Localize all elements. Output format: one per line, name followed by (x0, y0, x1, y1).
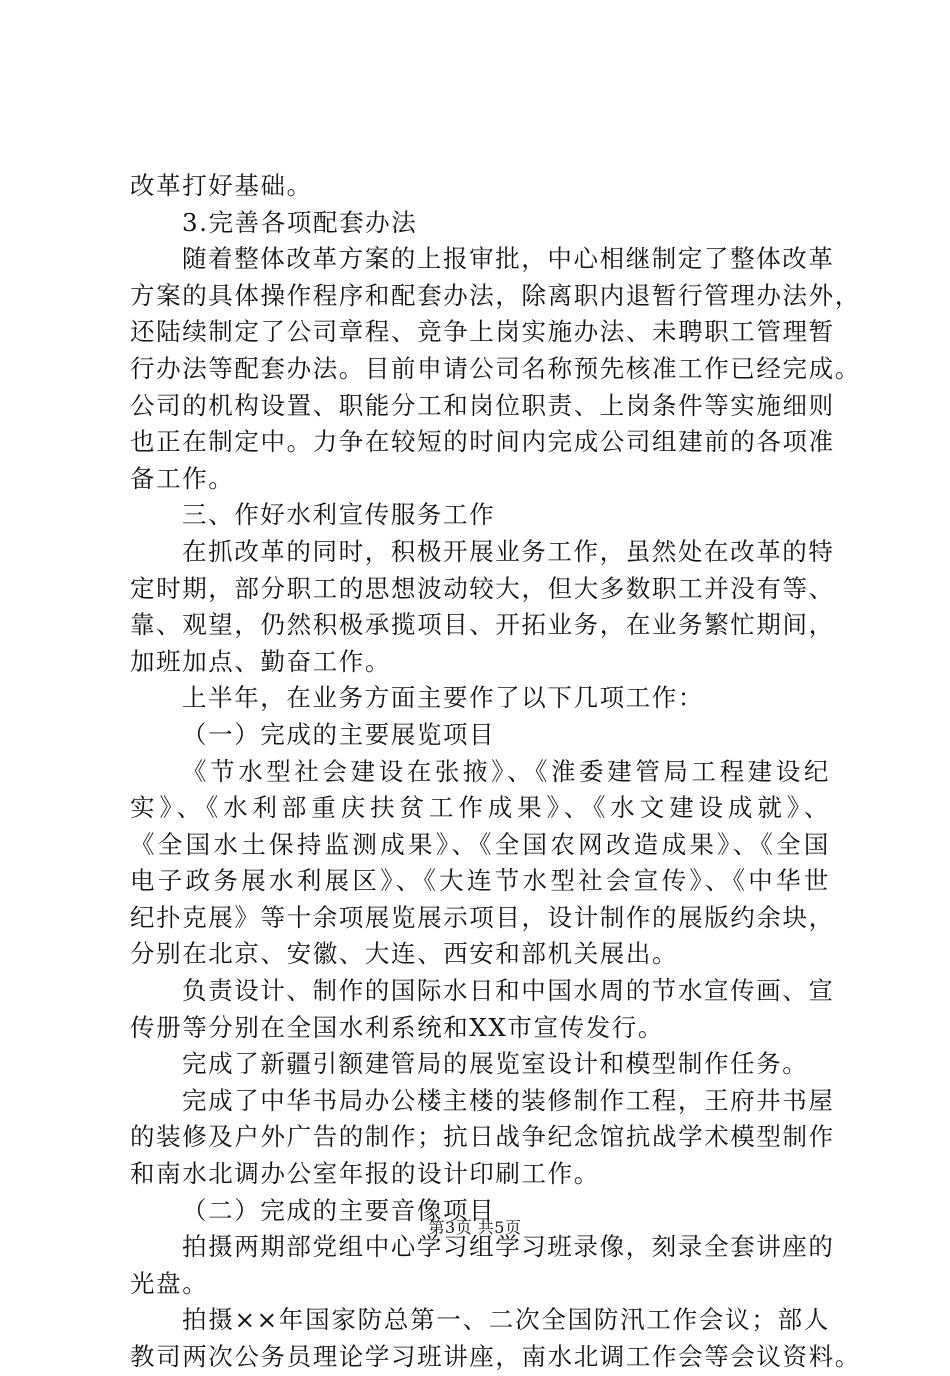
text-line: 公司的机构设置、职能分工和岗位职责、上岗条件等实施细则 (130, 390, 835, 420)
page-footer: 第3页 共5页 (428, 1218, 522, 1237)
text-line: （一）完成的主要展览项目 (182, 719, 496, 749)
text-line: 《节水型社会建设在张掖》、《淮委建管局工程建设纪 (182, 756, 830, 786)
text-line: （二）完成的主要音像项目 (182, 1195, 496, 1225)
text-line: 三、作好水利宣传服务工作 (182, 500, 496, 530)
text-line: 和南水北调办公室年报的设计印刷工作。 (130, 1159, 600, 1189)
text-line: 备工作。 (130, 463, 235, 493)
text-line: 定时期，部分职工的思想波动较大，但大多数职工并没有等、 (130, 573, 835, 603)
text-line: 随着整体改革方案的上报审批，中心相继制定了整体改革 (182, 244, 835, 274)
text-line: 改革打好基础。 (130, 171, 313, 200)
text-line: 光盘。 (130, 1268, 209, 1298)
text-line: 拍摄××年国家防总第一、二次全国防汛工作会议；部人 (182, 1305, 830, 1335)
text-line: 实》、《水利部重庆扶贫工作成果》、《水文建设成就》、 (130, 793, 830, 823)
document-body (130, 168, 861, 1376)
text-line: 3.完善各项配套办法 (182, 207, 418, 237)
text-line: 纪扑克展》等十余项展览展示项目，设计制作的展版约余块， (130, 902, 835, 932)
text-line: 分别在北京、安徽、大连、西安和部机关展出。 (130, 939, 679, 969)
text-line: 电子政务展水利展区》、《大连节水型社会宣传》、《中华世 (130, 866, 830, 896)
text-line: 负责设计、制作的国际水日和中国水周的节水宣传画、宣 (182, 976, 835, 1006)
text-line: 上半年，在业务方面主要作了以下几项工作： (182, 683, 704, 713)
text-line: 加班加点、勤奋工作。 (130, 646, 391, 676)
text-line: 也正在制定中。力争在较短的时间内完成公司组建前的各项准 (130, 427, 835, 457)
text-line: 行办法等配套办法。目前申请公司名称预先核准工作已经完成。 (130, 353, 861, 383)
text-line: 完成了新疆引额建管局的展览室设计和模型制作任务。 (182, 1049, 809, 1079)
text-line: 《全国水土保持监测成果》、《全国农网改造成果》、《全国 (130, 829, 830, 859)
text-line: 完成了中华书局办公楼主楼的装修制作工程，王府井书屋 (182, 1085, 835, 1115)
text-line: 在抓改革的同时，积极开展业务工作，虽然处在改革的特 (182, 536, 835, 566)
text-line: 还陆续制定了公司章程、竞争上岗实施办法、未聘职工管理暂 (130, 317, 835, 347)
text-line: 的装修及户外广告的制作；抗日战争纪念馆抗战学术模型制作 (130, 1122, 835, 1152)
text-line: 方案的具体操作程序和配套办法，除离职内退暂行管理办法外， (130, 280, 861, 310)
text-line: 传册等分别在全国水利系统和XX市宣传发行。 (130, 1012, 664, 1042)
text-line: 靠、观望，仍然积极承揽项目、开拓业务，在业务繁忙期间， (130, 610, 835, 640)
text-line: 教司两次公务员理论学习班讲座，南水北调工作会等会议资料。 (130, 1342, 861, 1371)
text-line: 拍摄两期部党组中心学习组学习班录像，刻录全套讲座的 (182, 1232, 835, 1262)
